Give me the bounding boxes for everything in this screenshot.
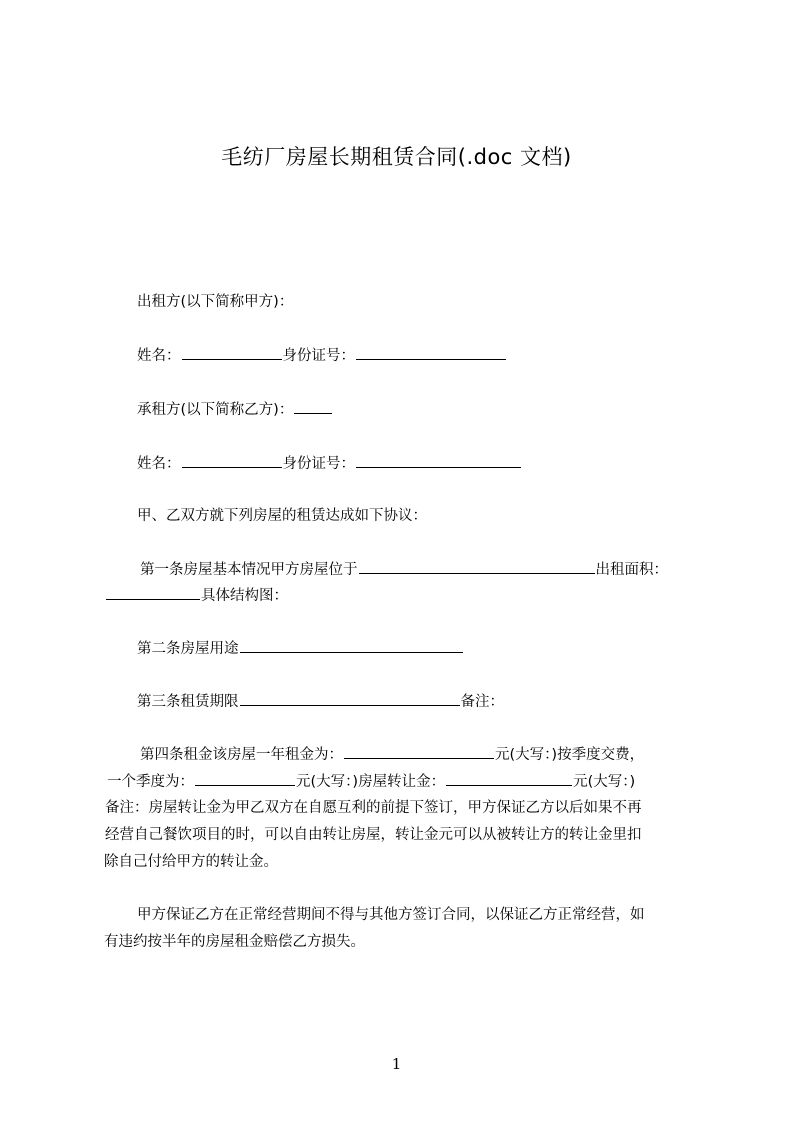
article4-line4: 经营自己餐饮项目的时，可以自由转让房屋，转让金元可以从被转让方的转让金里扣: [105, 827, 642, 843]
article1-address-blank: [359, 559, 595, 574]
lessee-info-line: [137, 453, 522, 474]
agreement-intro: 甲、乙双方就下列房屋的租赁达成如下协议：: [137, 508, 427, 524]
lessor-name-label: 姓名：: [137, 348, 181, 364]
lessor-info-line: [137, 345, 507, 366]
lessor-name-blank: [182, 345, 282, 360]
article4-line1: [140, 744, 644, 765]
page-number: 1: [391, 1055, 402, 1073]
article4-transfer-label: 元(大写：)房屋转让金：: [296, 774, 446, 790]
article4-line2: [107, 771, 635, 792]
article2-purpose-blank: [240, 638, 463, 653]
article4-transfer-suffix: 元(大写：): [573, 774, 636, 790]
article1-line1: [140, 559, 668, 580]
article3-note-label: 备注：: [460, 694, 504, 710]
article2-line: [137, 638, 464, 659]
lessee-id-label: 身份证号：: [282, 456, 355, 472]
article3-text: 第三条租赁期限: [137, 694, 239, 710]
lessor-id-blank: [356, 345, 506, 360]
lessee-heading: 承租方(以下简称乙方)：: [137, 402, 294, 418]
article4-line3: 备注：房屋转让金为甲乙双方在自愿互利的前提下签订，甲方保证乙方以后如果不再: [105, 800, 642, 816]
article3-line: [137, 691, 504, 712]
lessee-id-blank: [356, 453, 521, 468]
article4-rent-suffix: 元(大写：)按季度交费，: [495, 747, 645, 763]
article4-quarter-blank: [195, 771, 295, 786]
lessor-id-label: 身份证号：: [282, 348, 355, 364]
article4-transfer-blank: [446, 771, 572, 786]
article1-area-label: 出租面积：: [595, 562, 668, 578]
article1-text: 第一条房屋基本情况甲方房屋位于: [140, 562, 358, 578]
lessor-heading: 出租方(以下简称甲方)：: [137, 294, 294, 310]
article4-rent-label: 第四条租金该房屋一年租金为：: [140, 747, 343, 763]
document-title: 毛纺厂房屋长期租赁合同(.doc 文档): [221, 145, 572, 169]
guarantee-line1: 甲方保证乙方在正常经营期间不得与其他方签订合同，以保证乙方正常经营，如: [137, 907, 645, 923]
article1-area-blank: [106, 585, 200, 600]
article4-quarter-label: 一个季度为：: [107, 774, 194, 790]
article2-text: 第二条房屋用途: [137, 641, 239, 657]
article1-line2: [105, 585, 288, 606]
guarantee-line2: 有违约按半年的房屋租金赔偿乙方损失。: [104, 934, 365, 950]
lessee-name-blank: [182, 453, 282, 468]
article3-term-blank: [240, 691, 460, 706]
article4-rent-blank: [344, 744, 494, 759]
lessee-heading-blank: [294, 399, 332, 414]
lessee-heading-line: [137, 399, 333, 420]
article4-line5: 除自己付给甲方的转让金。: [104, 854, 278, 870]
lessee-name-label: 姓名：: [137, 456, 181, 472]
article1-structure-label: 具体结构图：: [201, 588, 288, 604]
